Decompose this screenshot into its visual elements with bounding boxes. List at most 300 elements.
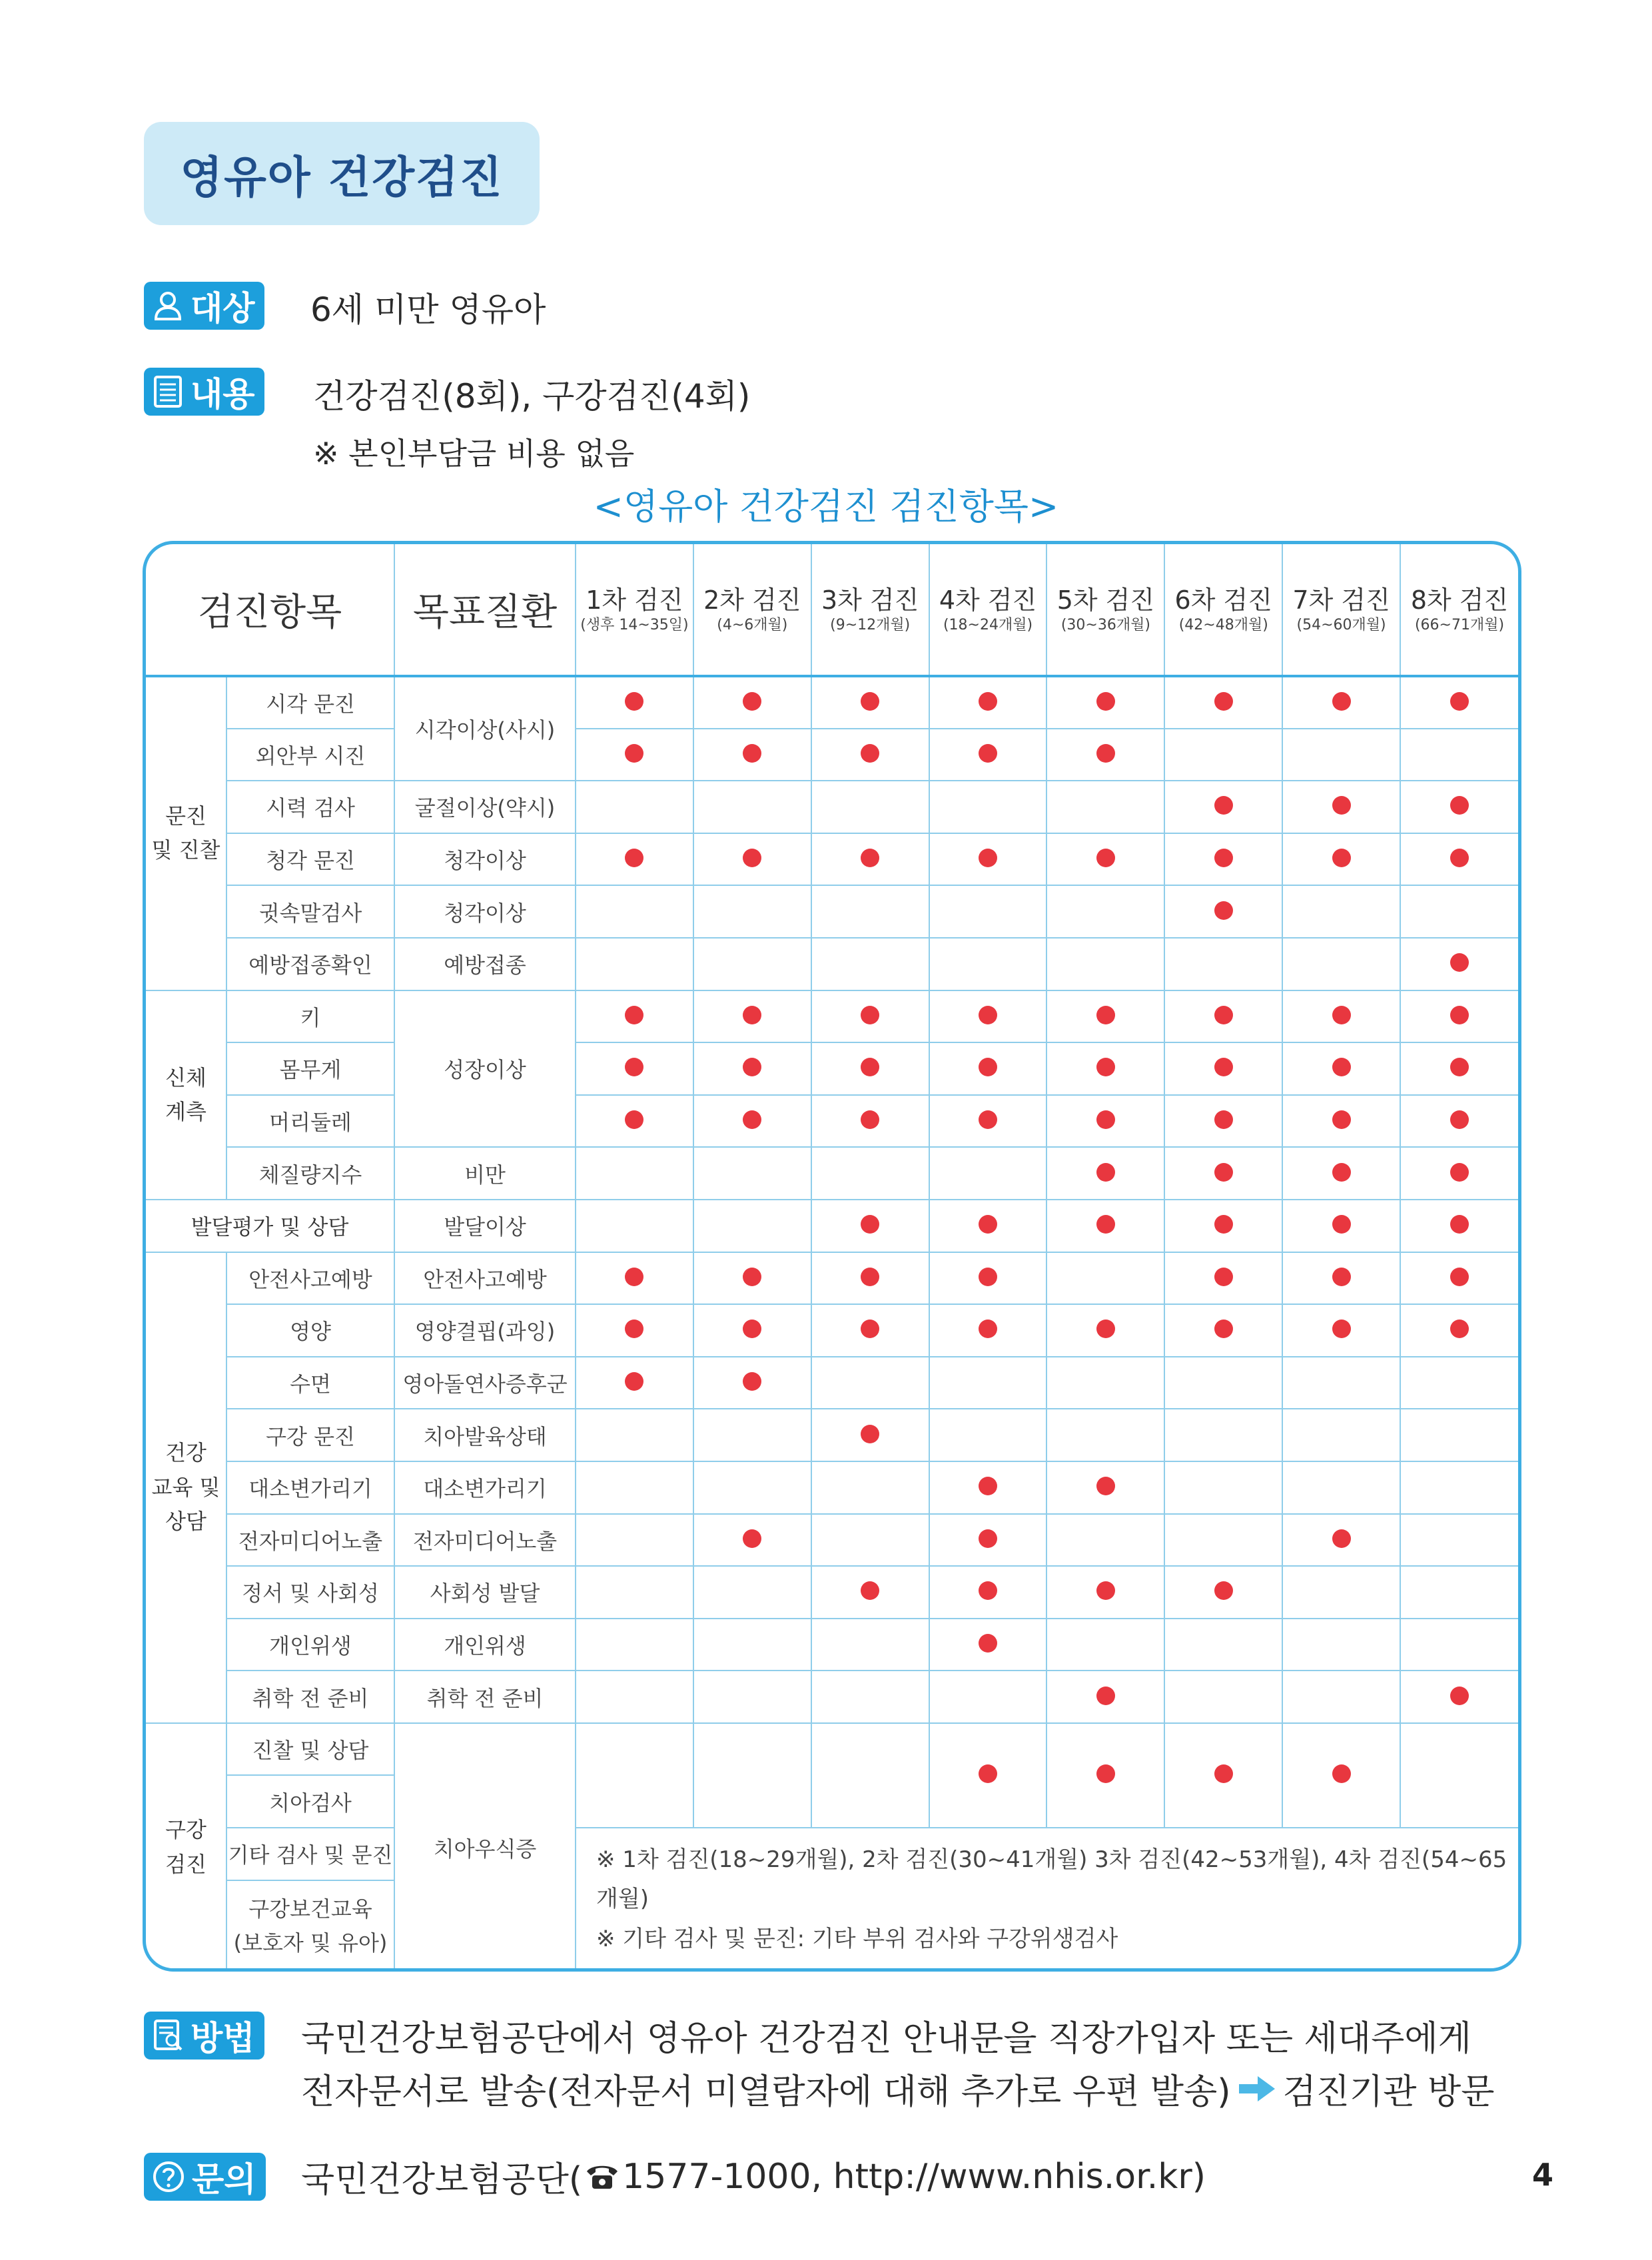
disease-label: 취학 전 준비 <box>394 1671 576 1723</box>
mark-cell <box>811 1200 929 1252</box>
table-row <box>146 1461 1518 1514</box>
mark-cell <box>1164 1042 1282 1095</box>
disease-label: 사회성 발달 <box>394 1566 576 1619</box>
mark-cell <box>576 990 693 1043</box>
header-visit <box>1282 544 1400 676</box>
mark-cell <box>1400 1147 1518 1200</box>
mark-cell <box>929 729 1047 781</box>
checkup-dot <box>861 1058 879 1076</box>
table-row <box>146 1200 1518 1252</box>
visit-label: 4차 검진 <box>939 585 1037 615</box>
table-row <box>146 1095 1518 1148</box>
visit-period: (18~24개월) <box>943 617 1033 633</box>
visit-label: 3차 검진 <box>821 585 919 615</box>
person-icon <box>152 290 184 322</box>
item-label: 기타 검사 및 문진 <box>226 1828 394 1880</box>
item-label: 귓속말검사 <box>226 885 394 938</box>
mark-cell <box>576 729 693 781</box>
checkup-dot <box>1450 953 1469 972</box>
mark-cell <box>1282 729 1400 781</box>
method-tag <box>144 2012 264 2060</box>
disease-label: 안전사고예방 <box>394 1252 576 1305</box>
mark-cell <box>1282 1461 1400 1514</box>
mark-cell <box>1400 1671 1518 1723</box>
item-label-line: 구강보건교육 <box>248 1896 372 1922</box>
checkup-dot <box>625 1319 643 1338</box>
checkup-dot <box>861 1581 879 1600</box>
mark-cell <box>929 990 1047 1043</box>
disease-label: 영아돌연사증후군 <box>394 1357 576 1409</box>
mark-cell <box>576 1304 693 1357</box>
mark-cell <box>693 990 811 1043</box>
header-visit <box>1046 544 1164 676</box>
mark-cell <box>693 1042 811 1095</box>
mark-cell <box>1282 1095 1400 1148</box>
mark-cell <box>1046 781 1164 833</box>
mark-cell <box>1400 1566 1518 1619</box>
visit-period: (9~12개월) <box>830 617 911 633</box>
disease-label: 성장이상 <box>394 990 576 1148</box>
header-disease: 목표질환 <box>394 544 576 676</box>
item-label: 예방접종확인 <box>226 938 394 990</box>
mark-cell <box>693 1671 811 1723</box>
target-tag <box>144 282 264 330</box>
disease-label: 시각이상(사시) <box>394 676 576 781</box>
visit-label: 2차 검진 <box>703 585 801 615</box>
checkup-dot <box>625 849 643 867</box>
target-tag-label: 대상 <box>191 289 255 328</box>
checkup-dot <box>1450 1268 1469 1286</box>
mark-cell <box>1046 1723 1164 1828</box>
checkup-dot <box>1214 1319 1233 1338</box>
mark-cell <box>1046 676 1164 729</box>
table-row <box>146 676 1518 729</box>
checkup-dot <box>861 1006 879 1024</box>
mark-cell <box>929 676 1047 729</box>
category-dental: 구강 검진 <box>146 1723 226 1972</box>
disease-label: 개인위생 <box>394 1619 576 1671</box>
header-visit <box>929 544 1047 676</box>
checkup-dot <box>1450 796 1469 815</box>
table-row <box>146 1304 1518 1357</box>
item-label: 시각 문진 <box>226 676 394 729</box>
inquiry-line <box>301 2151 1206 2201</box>
content-note: ※ 본인부담금 비용 없음 <box>313 436 635 472</box>
checkup-dot <box>625 1006 643 1024</box>
mark-cell <box>929 1723 1047 1828</box>
item-label: 외안부 시진 <box>226 729 394 781</box>
checkup-dot <box>979 1634 997 1653</box>
checkup-dot <box>979 1764 997 1783</box>
mark-cell <box>929 938 1047 990</box>
mark-cell <box>1282 1147 1400 1200</box>
mark-cell <box>693 1619 811 1671</box>
mark-cell <box>1400 1461 1518 1514</box>
mark-cell <box>1400 1357 1518 1409</box>
checkup-dot <box>979 1477 997 1495</box>
mark-cell <box>1046 833 1164 886</box>
visit-period: (30~36개월) <box>1060 617 1150 633</box>
checkup-dot <box>1450 1163 1469 1182</box>
item-label: 시력 검사 <box>226 781 394 833</box>
table-row <box>146 885 1518 938</box>
checkup-dot <box>1332 1058 1351 1076</box>
mark-cell <box>1164 676 1282 729</box>
item-label: 몸무게 <box>226 1042 394 1095</box>
mark-cell <box>1282 1252 1400 1305</box>
category-exam: 문진 및 진찰 <box>146 676 226 990</box>
mark-cell <box>1046 1619 1164 1671</box>
table-row <box>146 833 1518 886</box>
mark-cell <box>1282 1409 1400 1461</box>
mark-cell <box>929 833 1047 886</box>
checkup-dot <box>1332 1529 1351 1548</box>
inquiry-tag-label: 문의 <box>192 2160 256 2199</box>
checkup-dot <box>743 692 761 711</box>
mark-cell <box>1046 729 1164 781</box>
mark-cell <box>811 990 929 1043</box>
mark-cell <box>1164 1252 1282 1305</box>
mark-cell <box>1164 1147 1282 1200</box>
table-row <box>146 1828 1518 1880</box>
disease-label: 발달이상 <box>394 1200 576 1252</box>
checkup-dot <box>1214 1268 1233 1286</box>
checkup-dot <box>1450 1110 1469 1129</box>
checkup-dot <box>979 1215 997 1234</box>
checkup-dot <box>979 1319 997 1338</box>
method-line2a: 전자문서로 발송(전자문서 미열람자에 대해 추가로 우편 발송) <box>301 2072 1231 2112</box>
checkup-dot <box>1096 1581 1115 1600</box>
checkup-dot <box>861 1215 879 1234</box>
item-label: 구강 문진 <box>226 1409 394 1461</box>
checkup-dot <box>743 1058 761 1076</box>
checkup-dot <box>743 1372 761 1391</box>
inquiry-text2: 1577-1000, http://www.nhis.or.kr) <box>622 2156 1206 2197</box>
mark-cell <box>929 781 1047 833</box>
content-tag <box>144 368 264 416</box>
mark-cell <box>576 1671 693 1723</box>
mark-cell <box>1400 1723 1518 1828</box>
mark-cell <box>1400 781 1518 833</box>
mark-cell <box>1046 1461 1164 1514</box>
mark-cell <box>929 1514 1047 1567</box>
checkup-dot <box>743 1006 761 1024</box>
mark-cell <box>1046 1357 1164 1409</box>
mark-cell <box>1164 1566 1282 1619</box>
item-label: 청각 문진 <box>226 833 394 886</box>
checkup-dot <box>625 1110 643 1129</box>
checkup-dot <box>1332 796 1351 815</box>
category-education: 건강 교육 및 상담 <box>146 1252 226 1723</box>
checkup-dot <box>979 849 997 867</box>
checkup-dot <box>979 1110 997 1129</box>
checkup-dot <box>625 692 643 711</box>
checkup-dot <box>625 1058 643 1076</box>
mark-cell <box>1164 1357 1282 1409</box>
mark-cell <box>693 676 811 729</box>
mark-cell <box>1164 781 1282 833</box>
disease-label: 굴절이상(약시) <box>394 781 576 833</box>
checkup-dot <box>1214 1058 1233 1076</box>
visit-period: (54~60개월) <box>1296 617 1386 633</box>
mark-cell <box>693 1252 811 1305</box>
visit-period: (4~6개월) <box>717 617 788 633</box>
mark-cell <box>1282 885 1400 938</box>
checkup-dot <box>1450 1058 1469 1076</box>
mark-cell <box>1400 1042 1518 1095</box>
mark-cell <box>576 833 693 886</box>
mark-cell <box>1400 1409 1518 1461</box>
method-tag-label: 방법 <box>191 2019 255 2058</box>
checkup-dot <box>743 849 761 867</box>
table-row <box>146 1252 1518 1305</box>
mark-cell <box>1164 1619 1282 1671</box>
mark-cell <box>693 781 811 833</box>
mark-cell <box>1282 1514 1400 1567</box>
checkup-dot <box>1450 1215 1469 1234</box>
method-line2b: 검진기관 방문 <box>1282 2072 1495 2112</box>
visit-label: 1차 검진 <box>586 585 683 615</box>
mark-cell <box>693 1304 811 1357</box>
mark-cell <box>811 1409 929 1461</box>
mark-cell <box>811 1357 929 1409</box>
document-icon <box>152 375 184 408</box>
checkup-dot <box>1214 1110 1233 1129</box>
mark-cell <box>1400 1252 1518 1305</box>
checkup-dot <box>1450 1006 1469 1024</box>
checkup-dot <box>861 1425 879 1443</box>
mark-cell <box>576 1514 693 1567</box>
mark-cell <box>1400 1514 1518 1567</box>
mark-cell <box>693 1514 811 1567</box>
mark-cell <box>811 729 929 781</box>
checkup-dot <box>625 1372 643 1391</box>
mark-cell <box>693 1095 811 1148</box>
table-header-row <box>146 544 1518 676</box>
mark-cell <box>1282 781 1400 833</box>
mark-cell <box>811 1461 929 1514</box>
visit-period: (66~71개월) <box>1414 617 1505 633</box>
mark-cell <box>929 1566 1047 1619</box>
checkup-dot <box>1332 1163 1351 1182</box>
mark-cell <box>1164 833 1282 886</box>
mark-cell <box>693 1357 811 1409</box>
checkup-dot <box>1332 1268 1351 1286</box>
mark-cell <box>811 1095 929 1148</box>
mark-cell <box>1282 1357 1400 1409</box>
mark-cell <box>1046 938 1164 990</box>
mark-cell <box>1400 938 1518 990</box>
mark-cell <box>576 1566 693 1619</box>
mark-cell <box>1400 1619 1518 1671</box>
item-label-line: (보호자 및 유아) <box>233 1930 388 1956</box>
mark-cell <box>576 1723 693 1828</box>
mark-cell <box>1046 1671 1164 1723</box>
disease-label: 대소변가리기 <box>394 1461 576 1514</box>
header-visit <box>811 544 929 676</box>
checkup-dot <box>743 744 761 763</box>
checkup-dot <box>979 1058 997 1076</box>
header-visit <box>576 544 693 676</box>
checkup-dot <box>1096 1110 1115 1129</box>
mark-cell <box>811 1147 929 1200</box>
mark-cell <box>929 1409 1047 1461</box>
mark-cell <box>693 885 811 938</box>
mark-cell <box>1282 990 1400 1043</box>
document-search-icon <box>152 2019 184 2052</box>
item-label: 치아검사 <box>226 1775 394 1828</box>
header-visit <box>1164 544 1282 676</box>
category-label: 발달평가 및 상담 <box>146 1200 394 1252</box>
mark-cell <box>1046 1042 1164 1095</box>
disease-label: 예방접종 <box>394 938 576 990</box>
mark-cell <box>576 1095 693 1148</box>
checkup-dot <box>1214 1215 1233 1234</box>
checkup-dot <box>979 1581 997 1600</box>
mark-cell <box>1400 729 1518 781</box>
mark-cell <box>1282 1042 1400 1095</box>
mark-cell <box>1282 938 1400 990</box>
mark-cell <box>1164 1304 1282 1357</box>
checkup-dot <box>1096 1215 1115 1234</box>
checkup-dot <box>1214 849 1233 867</box>
table-row <box>146 1671 1518 1723</box>
mark-cell <box>1400 1200 1518 1252</box>
mark-cell <box>811 1252 929 1305</box>
checkup-dot <box>1332 1006 1351 1024</box>
visit-label: 8차 검진 <box>1410 585 1509 615</box>
content-tag-label: 내용 <box>191 375 255 414</box>
checkup-dot <box>1096 1687 1115 1705</box>
disease-label: 전자미디어노출 <box>394 1514 576 1567</box>
mark-cell <box>693 1566 811 1619</box>
table-row <box>146 1357 1518 1409</box>
checkup-dot <box>1214 901 1233 920</box>
mark-cell <box>576 1200 693 1252</box>
arrow-right-icon <box>1236 2072 1278 2105</box>
mark-cell <box>693 1409 811 1461</box>
mark-cell <box>1164 1409 1282 1461</box>
mark-cell <box>1282 1304 1400 1357</box>
checkup-dot <box>1214 1163 1233 1182</box>
checkup-dot <box>861 744 879 763</box>
disease-label: 영양결핍(과잉) <box>394 1304 576 1357</box>
checkup-dot <box>1332 1110 1351 1129</box>
disease-label: 청각이상 <box>394 885 576 938</box>
dental-note-2: ※ 기타 검사 및 문진: 기타 부위 검사와 구강위생검사 <box>596 1925 1118 1952</box>
mark-cell <box>1046 885 1164 938</box>
mark-cell <box>1164 1514 1282 1567</box>
mark-cell <box>576 1252 693 1305</box>
mark-cell <box>1046 1200 1164 1252</box>
mark-cell <box>929 1042 1047 1095</box>
checkup-dot <box>1096 1319 1115 1338</box>
mark-cell <box>693 1147 811 1200</box>
table-row <box>146 1147 1518 1200</box>
visit-period: (42~48개월) <box>1178 617 1268 633</box>
mark-cell <box>929 1147 1047 1200</box>
mark-cell <box>1046 1147 1164 1200</box>
mark-cell <box>929 1095 1047 1148</box>
content-text: 건강검진(8회), 구강검진(4회) <box>313 377 751 416</box>
mark-cell <box>811 1566 929 1619</box>
checkup-dot <box>743 1110 761 1129</box>
item-label: 안전사고예방 <box>226 1252 394 1305</box>
page-title: 영유아 건강검진 <box>144 122 540 225</box>
table-row <box>146 1566 1518 1619</box>
mark-cell <box>811 938 929 990</box>
header-visit <box>1400 544 1518 676</box>
checkup-table <box>143 541 1521 1972</box>
mark-cell <box>693 1200 811 1252</box>
category-body: 신체 계측 <box>146 990 226 1200</box>
method-line2 <box>301 2064 1494 2113</box>
checkup-dot <box>861 1319 879 1338</box>
checkup-dot <box>1332 1215 1351 1234</box>
item-label: 취학 전 준비 <box>226 1671 394 1723</box>
checkup-dot <box>1096 692 1115 711</box>
mark-cell <box>1282 1723 1400 1828</box>
mark-cell <box>929 1461 1047 1514</box>
inquiry-text: 국민건강보험공단( <box>301 2160 583 2200</box>
mark-cell <box>1046 1566 1164 1619</box>
inquiry-tag <box>144 2153 266 2201</box>
mark-cell <box>929 1619 1047 1671</box>
checkup-dot <box>743 1319 761 1338</box>
header-visit <box>693 544 811 676</box>
visit-period: (생후 14~35일) <box>580 617 689 633</box>
mark-cell <box>929 1357 1047 1409</box>
table-row <box>146 1042 1518 1095</box>
mark-cell <box>811 676 929 729</box>
header-item: 검진항목 <box>146 544 394 676</box>
mark-cell <box>1164 1095 1282 1148</box>
checkup-dot <box>979 1268 997 1286</box>
mark-cell <box>576 1409 693 1461</box>
mark-cell <box>1400 885 1518 938</box>
checkup-dot <box>861 1110 879 1129</box>
table-row <box>146 938 1518 990</box>
checkup-dot <box>743 1529 761 1548</box>
mark-cell <box>1046 1304 1164 1357</box>
mark-cell <box>1282 1566 1400 1619</box>
checkup-dot <box>1214 1006 1233 1024</box>
mark-cell <box>1164 938 1282 990</box>
mark-cell <box>929 1252 1047 1305</box>
mark-cell <box>1282 833 1400 886</box>
mark-cell <box>811 833 929 886</box>
checkup-dot <box>1096 1006 1115 1024</box>
mark-cell <box>1164 1671 1282 1723</box>
table-row <box>146 990 1518 1043</box>
checkup-dot <box>1332 692 1351 711</box>
mark-cell <box>576 1147 693 1200</box>
mark-cell <box>811 781 929 833</box>
visit-label: 5차 검진 <box>1056 585 1155 615</box>
mark-cell <box>1400 833 1518 886</box>
mark-cell <box>693 1461 811 1514</box>
mark-cell <box>1282 676 1400 729</box>
mark-cell <box>811 1619 929 1671</box>
item-label: 키 <box>226 990 394 1043</box>
mark-cell <box>1164 990 1282 1043</box>
item-label: 영양 <box>226 1304 394 1357</box>
mark-cell <box>811 1304 929 1357</box>
checkup-dot <box>979 744 997 763</box>
disease-label: 치아우식증 <box>394 1723 576 1972</box>
checkup-dot <box>1096 1058 1115 1076</box>
checkup-dot <box>1450 849 1469 867</box>
